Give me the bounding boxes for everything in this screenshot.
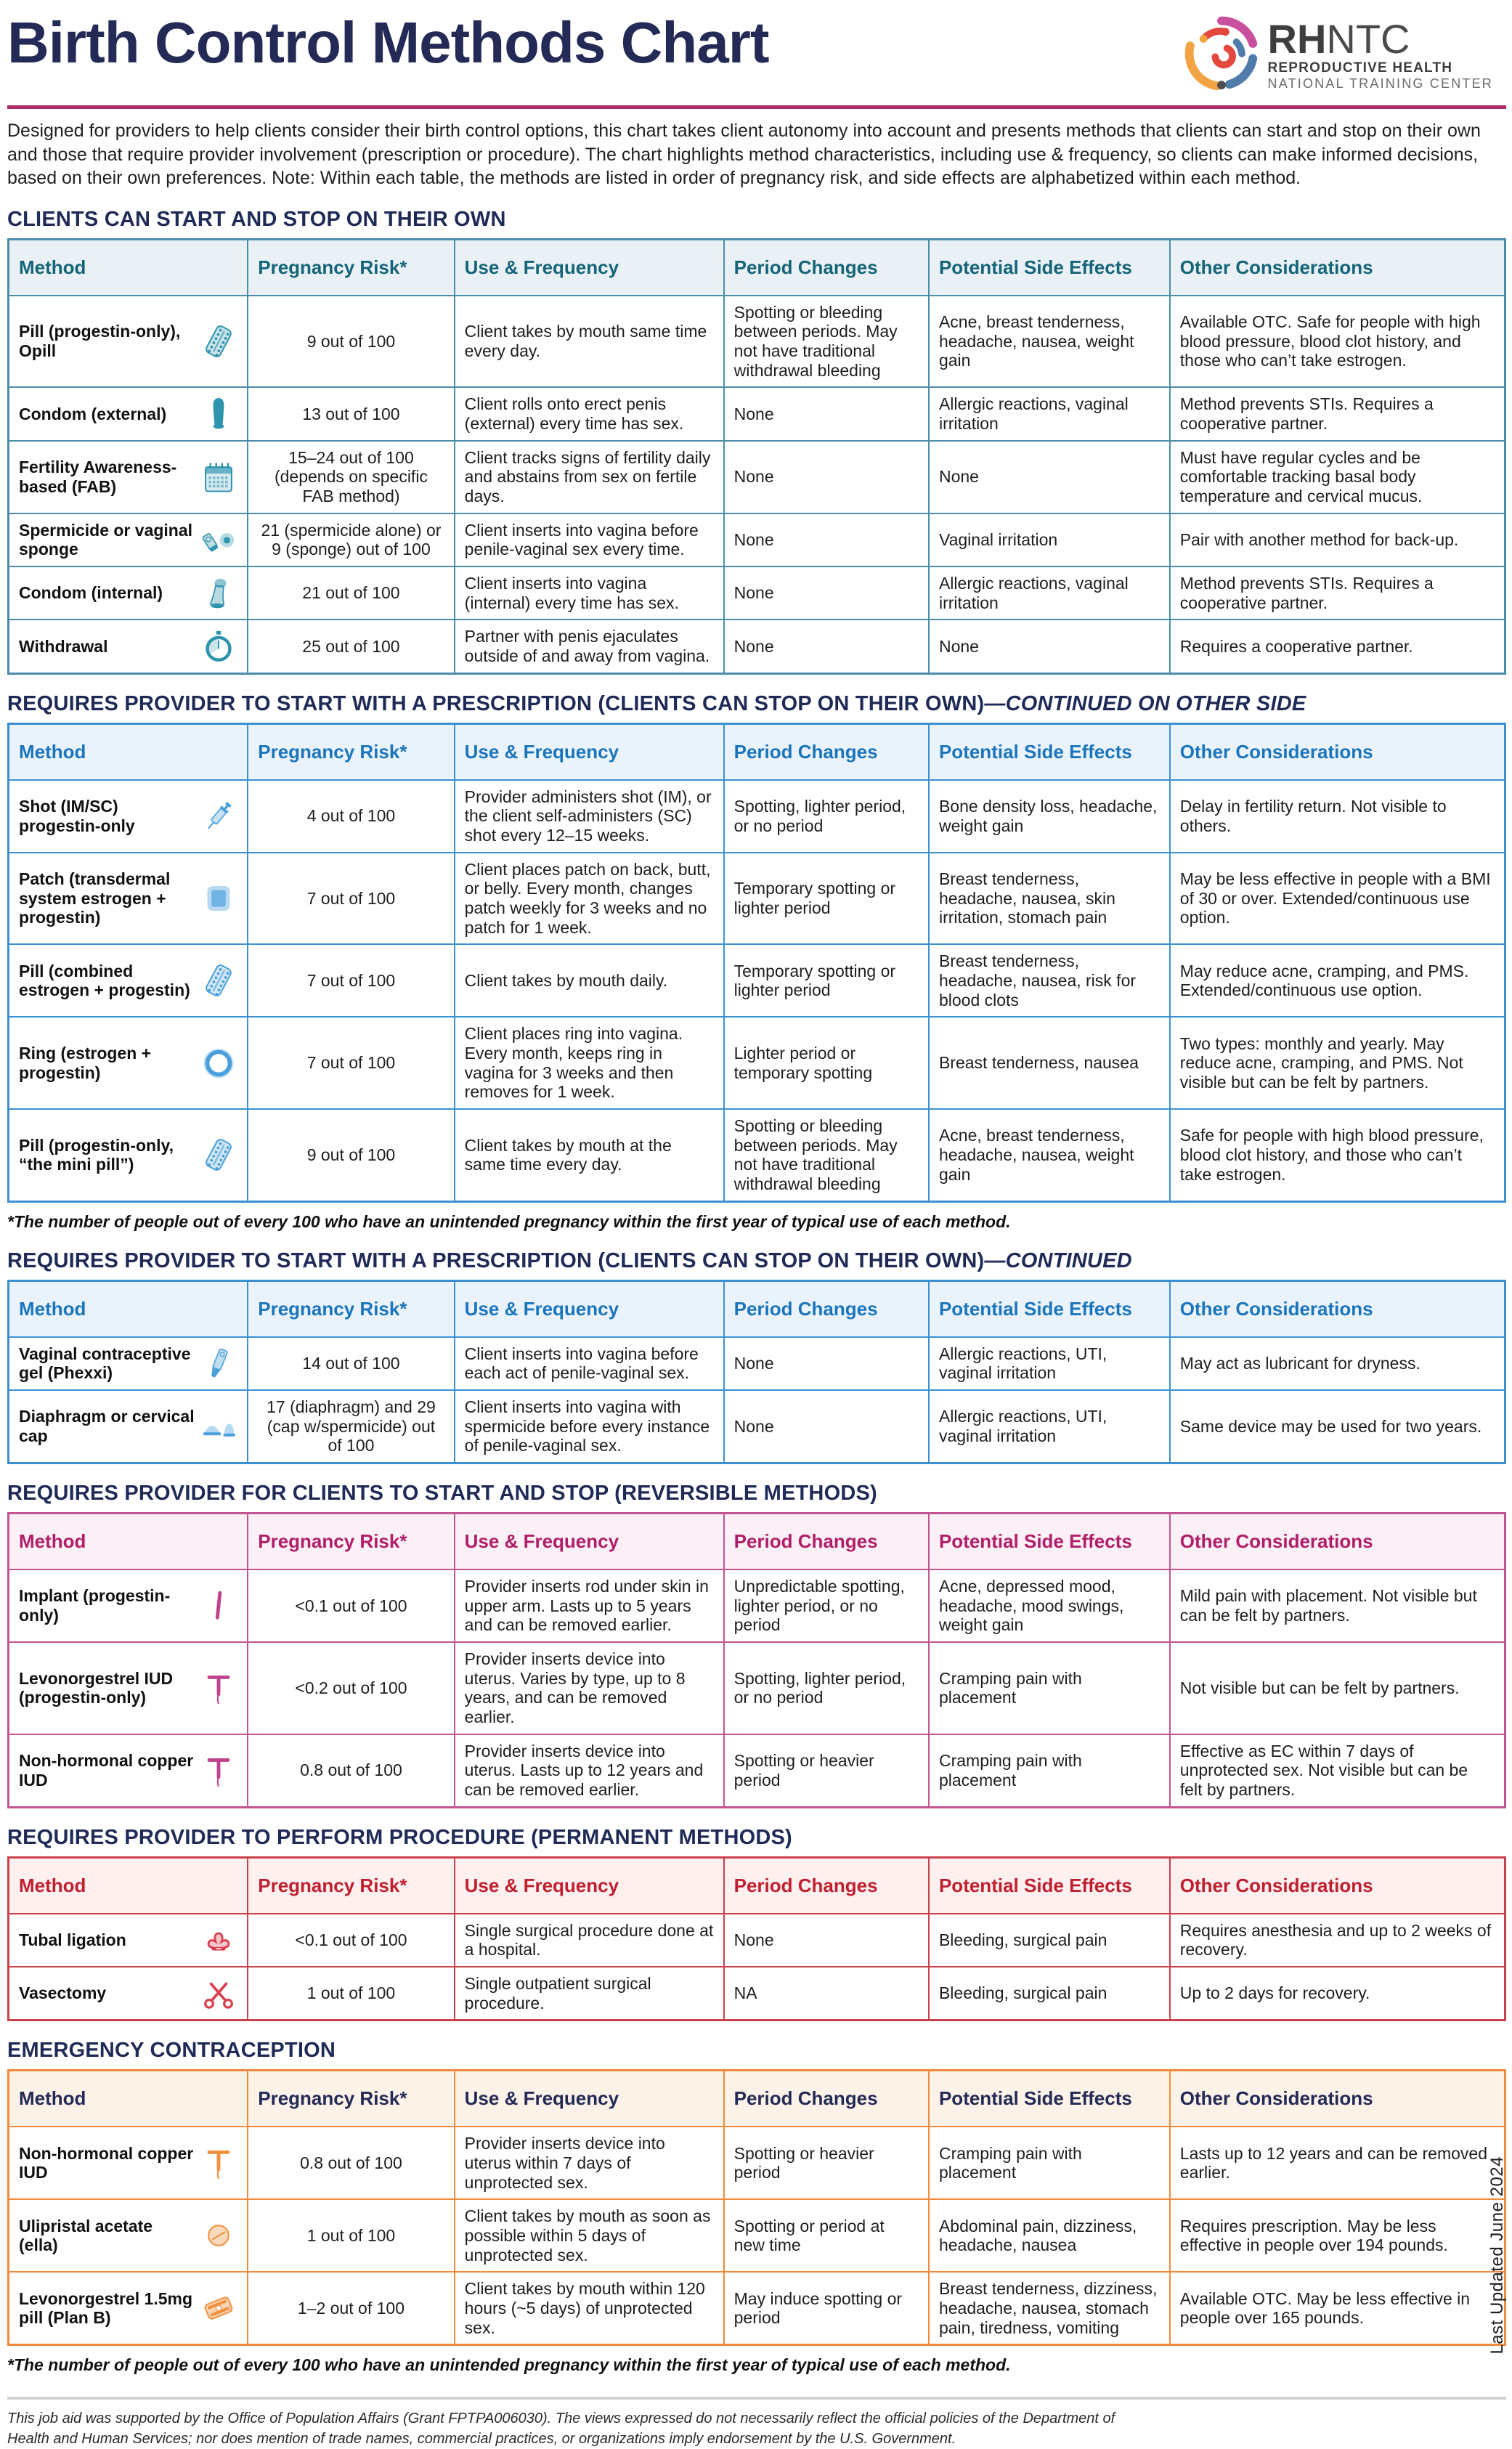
page-title: Birth Control Methods Chart: [7, 10, 769, 75]
table-row: [9, 1017, 1505, 1109]
pregnancy-risk-cell: 25 out of 100: [248, 620, 454, 673]
column-header: Period Changes: [724, 723, 929, 780]
diaphragm-cap-icon: [200, 1408, 237, 1445]
side-effects-cell: Breast tenderness, headache, nausea, risk for blood clots: [929, 944, 1170, 1017]
method-cell: [9, 1914, 248, 1967]
period-changes-cell: NA: [724, 1967, 929, 2020]
method-cell: [9, 1569, 248, 1642]
table-row: [9, 2272, 1505, 2345]
period-changes-cell: Unpredictable spotting, lighter period, or no period: [724, 1569, 929, 1642]
use-frequency-cell: Client inserts into vagina before penile-vaginal sex every time.: [455, 513, 724, 566]
footer-divider: [7, 2397, 1506, 2400]
column-header: Other Considerations: [1170, 1857, 1505, 1914]
period-changes-cell: None: [724, 1337, 929, 1390]
method-name: Ulipristal acetate (ella): [19, 2216, 153, 2255]
table-row: [9, 566, 1505, 620]
column-header: Other Considerations: [1170, 1280, 1505, 1337]
method-name: Condom (external): [19, 404, 167, 423]
side-effects-cell: Breast tenderness, headache, nausea, skin irritation, stomach pain: [929, 853, 1170, 945]
pregnancy-risk-cell: <0.1 out of 100: [248, 1569, 454, 1642]
other-considerations-cell: Up to 2 days for recovery.: [1170, 1967, 1505, 2020]
column-header: Use & Frequency: [455, 1280, 724, 1337]
ring-icon: [200, 1044, 237, 1082]
sections-container: [7, 208, 1506, 2376]
table-row: [9, 1109, 1505, 1201]
pregnancy-risk-cell: 17 (diaphragm) and 29 (cap w/spermicide) out of 100: [248, 1390, 454, 1463]
header-row: [9, 1857, 1505, 1914]
use-frequency-cell: Client places ring into vagina. Every month, keeps ring in vagina for 3 weeks and then removes for 1 week.: [455, 1017, 724, 1109]
column-header: Pregnancy Risk*: [248, 723, 454, 780]
other-considerations-cell: May be less effective in people with a BMI of 30 or over. Extended/continuous use option.: [1170, 853, 1505, 945]
section-heading: [7, 2039, 1506, 2063]
header-row: [9, 1514, 1505, 1570]
pregnancy-risk-cell: 4 out of 100: [248, 780, 454, 853]
last-updated-label: Last Updated June 2024: [1487, 2156, 1507, 2355]
column-header: Pregnancy Risk*: [248, 239, 454, 296]
pill-pack-icon: [200, 322, 237, 360]
use-frequency-cell: Provider administers shot (IM), or the client self-administers (SC) shot every 12–15 weeks.: [455, 780, 724, 853]
tubal-ligation-icon: [200, 1921, 237, 1959]
side-effects-cell: Allergic reactions, vaginal irritation: [929, 566, 1170, 620]
other-considerations-cell: Requires prescription. May be less effective in people over 194 pounds.: [1170, 2199, 1505, 2272]
column-header: Period Changes: [724, 2071, 929, 2127]
pregnancy-risk-cell: 1 out of 100: [248, 1967, 454, 2020]
pregnancy-risk-cell: 1 out of 100: [248, 2199, 454, 2272]
period-changes-cell: None: [724, 1390, 929, 1463]
method-cell: [9, 387, 248, 440]
column-header: Period Changes: [724, 1857, 929, 1914]
method-name: Pill (combined estrogen + progestin): [19, 961, 190, 1000]
column-header: Pregnancy Risk*: [248, 1280, 454, 1337]
pregnancy-risk-cell: 13 out of 100: [248, 387, 454, 440]
pregnancy-risk-cell: 7 out of 100: [248, 853, 454, 945]
footnote: *The number of people out of every 100 who have an unintended pregnancy within the first year of typical use of each method.: [7, 2355, 1011, 2375]
use-frequency-cell: Client rolls onto erect penis (external) every time has sex.: [455, 387, 724, 440]
footer-disclaimer: This job aid was supported by the Office of Population Affairs (Grant FPTPA006030). The views expressed do not necessarily reflect the official policies of the Department of Health and Human Services; nor does mention of trade names, commercial practices, or organizations imply endorsement by the U.S. Government.: [7, 2411, 1115, 2448]
period-changes-cell: None: [724, 387, 929, 440]
pregnancy-risk-cell: <0.1 out of 100: [248, 1914, 454, 1967]
iud-icon: [200, 2144, 237, 2182]
side-effects-cell: Vaginal irritation: [929, 513, 1170, 566]
iud-icon: [200, 1669, 237, 1707]
pregnancy-risk-cell: 7 out of 100: [248, 1017, 454, 1109]
spermicide-sponge-icon: [200, 521, 237, 559]
side-effects-cell: Cramping pain with placement: [929, 2127, 1170, 2199]
other-considerations-cell: May act as lubricant for dryness.: [1170, 1337, 1505, 1390]
column-header: Pregnancy Risk*: [248, 2071, 454, 2127]
methods-table: [7, 723, 1506, 1203]
method-cell: [9, 1390, 248, 1463]
section-heading: [7, 1249, 1506, 1273]
column-header: Potential Side Effects: [929, 1857, 1170, 1914]
section-heading: [7, 1482, 1506, 1506]
pregnancy-risk-cell: 0.8 out of 100: [248, 1734, 454, 1808]
period-changes-cell: Spotting, lighter period, or no period: [724, 780, 929, 853]
header-row: [9, 239, 1505, 296]
period-changes-cell: Lighter period or temporary spotting: [724, 1017, 929, 1109]
period-changes-cell: Spotting or bleeding between periods. May not have traditional withdrawal bleeding: [724, 296, 929, 388]
column-header: Method: [9, 2071, 248, 2127]
side-effects-cell: Acne, breast tenderness, headache, nausea, weight gain: [929, 296, 1170, 388]
table-row: [9, 620, 1505, 673]
header-row: [9, 723, 1505, 780]
title-divider: [7, 105, 1506, 109]
use-frequency-cell: Provider inserts device into uterus within 7 days of unprotected sex.: [455, 2127, 724, 2199]
method-cell: [9, 944, 248, 1017]
method-name: Levonorgestrel IUD (progestin-only): [19, 1668, 174, 1707]
section-heading-main: CLIENTS CAN START AND STOP ON THEIR OWN: [7, 207, 506, 231]
pregnancy-risk-cell: 15–24 out of 100 (depends on specific FAB method): [248, 441, 454, 513]
method-cell: [9, 2199, 248, 2272]
other-considerations-cell: Requires a cooperative partner.: [1170, 620, 1505, 673]
period-changes-cell: None: [724, 1914, 929, 1967]
method-name: Non-hormonal copper IUD: [19, 1751, 194, 1790]
footnote: *The number of people out of every 100 who have an unintended pregnancy within the first year of typical use of each method.: [7, 1211, 1011, 1231]
method-cell: [9, 1017, 248, 1109]
use-frequency-cell: Provider inserts rod under skin in upper arm. Lasts up to 5 years and can be removed earlier.: [455, 1569, 724, 1642]
rhntc-logo-line2: NATIONAL TRAINING CENTER: [1267, 76, 1493, 91]
other-considerations-cell: Effective as EC within 7 days of unprotected sex. Not visible but can be felt by partners.: [1170, 1734, 1505, 1808]
period-changes-cell: Temporary spotting or lighter period: [724, 944, 929, 1017]
side-effects-cell: Acne, depressed mood, headache, mood swings, weight gain: [929, 1569, 1170, 1642]
method-cell: [9, 853, 248, 945]
blister-pack-icon: [200, 2289, 237, 2327]
column-header: Use & Frequency: [455, 1514, 724, 1570]
other-considerations-cell: Method prevents STIs. Requires a cooperative partner.: [1170, 387, 1505, 440]
column-header: Potential Side Effects: [929, 723, 1170, 780]
other-considerations-cell: Delay in fertility return. Not visible to others.: [1170, 780, 1505, 853]
use-frequency-cell: Provider inserts device into uterus. Lasts up to 12 years and can be removed earlier.: [455, 1734, 724, 1808]
other-considerations-cell: Safe for people with high blood pressure, blood clot history, and those who can’t take estrogen.: [1170, 1109, 1505, 1201]
section-heading-main: EMERGENCY CONTRACEPTION: [7, 2039, 336, 2063]
section-heading: [7, 692, 1506, 716]
other-considerations-cell: Must have regular cycles and be comfortable tracking basal body temperature and cervical mucus.: [1170, 441, 1505, 513]
column-header: Period Changes: [724, 1280, 929, 1337]
iud-icon: [200, 1752, 237, 1790]
column-header: Method: [9, 1280, 248, 1337]
pill-pack-icon: [200, 962, 237, 999]
section-prescription-continued-other-side: [7, 692, 1506, 1232]
method-cell: [9, 296, 248, 388]
column-header: Use & Frequency: [455, 239, 724, 296]
use-frequency-cell: Client takes by mouth as soon as possible within 5 days of unprotected sex.: [455, 2199, 724, 2272]
side-effects-cell: Cramping pain with placement: [929, 1734, 1170, 1808]
side-effects-cell: Abdominal pain, dizziness, headache, nausea: [929, 2199, 1170, 2272]
table-row: [9, 296, 1505, 388]
section-heading: [7, 1826, 1506, 1850]
method-name: Non-hormonal copper IUD: [19, 2143, 194, 2182]
period-changes-cell: Spotting or heavier period: [724, 2127, 929, 2199]
method-cell: [9, 2127, 248, 2199]
table-row: [9, 1914, 1505, 1967]
intro-paragraph: Designed for providers to help clients consider their birth control options, this chart takes client autonomy into account and presents methods that clients can start and stop on their own and those that require provider involvement (prescription or procedure). The chart highlights method characteristics, including use & frequency, so clients can make informed decisions, based on their own preferences. Note: Within each table, the methods are listed in order of pregnancy risk, and side effects are alphabetized within each method.: [7, 121, 1481, 188]
method-cell: [9, 566, 248, 620]
method-name: Vasectomy: [19, 1983, 107, 2003]
side-effects-cell: Allergic reactions, vaginal irritation: [929, 387, 1170, 440]
table-row: [9, 1569, 1505, 1642]
method-name: Ring (estrogen + progestin): [19, 1043, 152, 1082]
side-effects-cell: Bleeding, surgical pain: [929, 1967, 1170, 2020]
column-header: Method: [9, 723, 248, 780]
section-heading-suffix: —CONTINUED: [984, 1248, 1132, 1272]
table-row: [9, 441, 1505, 513]
section-provider-start-stop-reversible: [7, 1482, 1506, 1808]
method-name: Levonorgestrel 1.5mg pill (Plan B): [19, 2288, 193, 2328]
method-cell: [9, 1734, 248, 1808]
section-heading-suffix: —CONTINUED ON OTHER SIDE: [984, 691, 1306, 715]
method-name: Patch (transdermal system estrogen + progestin): [19, 869, 171, 927]
period-changes-cell: None: [724, 441, 929, 513]
calendar-icon: [200, 458, 237, 496]
other-considerations-cell: Mild pain with placement. Not visible but can be felt by partners.: [1170, 1569, 1505, 1642]
use-frequency-cell: Client inserts into vagina with spermicide before every instance of penile-vaginal sex.: [455, 1390, 724, 1463]
side-effects-cell: Bleeding, surgical pain: [929, 1914, 1170, 1967]
table-row: [9, 513, 1505, 566]
column-header: Use & Frequency: [455, 723, 724, 780]
period-changes-cell: Temporary spotting or lighter period: [724, 853, 929, 945]
use-frequency-cell: Provider inserts device into uterus. Varies by type, up to 8 years, and can be removed earlier.: [455, 1642, 724, 1734]
methods-table: [7, 2069, 1506, 2346]
side-effects-cell: Allergic reactions, UTI, vaginal irritation: [929, 1337, 1170, 1390]
period-changes-cell: None: [724, 620, 929, 673]
implant-rod-icon: [200, 1587, 237, 1625]
method-name: Pill (progestin-only), Opill: [19, 322, 181, 360]
section-heading-main: REQUIRES PROVIDER TO START WITH A PRESCRIPTION (CLIENTS CAN STOP ON THEIR OWN): [7, 1248, 985, 1272]
pill-pack-icon: [200, 1136, 237, 1174]
table-row: [9, 1390, 1505, 1463]
gel-tube-icon: [200, 1344, 237, 1382]
rhntc-logo-line1: REPRODUCTIVE HEALTH: [1267, 60, 1453, 76]
column-header: Other Considerations: [1170, 723, 1505, 780]
other-considerations-cell: Same device may be used for two years.: [1170, 1390, 1505, 1463]
pregnancy-risk-cell: 7 out of 100: [248, 944, 454, 1017]
other-considerations-cell: Pair with another method for back-up.: [1170, 513, 1505, 566]
method-name: Tubal ligation: [19, 1930, 126, 1950]
side-effects-cell: Cramping pain with placement: [929, 1642, 1170, 1734]
column-header: Other Considerations: [1170, 2071, 1505, 2127]
column-header: Method: [9, 1514, 248, 1570]
table-row: [9, 1734, 1505, 1808]
use-frequency-cell: Client inserts into vagina (internal) every time has sex.: [455, 566, 724, 620]
column-header: Use & Frequency: [455, 2071, 724, 2127]
pregnancy-risk-cell: 1–2 out of 100: [248, 2272, 454, 2345]
use-frequency-cell: Client takes by mouth daily.: [455, 944, 724, 1017]
column-header: Method: [9, 239, 248, 296]
other-considerations-cell: Lasts up to 12 years and can be removed earlier.: [1170, 2127, 1505, 2199]
document-header: [7, 10, 1506, 97]
rhntc-logo-text: [1267, 16, 1494, 91]
rhntc-logo-mark-icon: [1182, 15, 1261, 97]
table-row: [9, 2199, 1505, 2272]
use-frequency-cell: Client takes by mouth at the same time every day.: [455, 1109, 724, 1201]
period-changes-cell: None: [724, 513, 929, 566]
table-row: [9, 387, 1505, 440]
table-row: [9, 944, 1505, 1017]
pregnancy-risk-cell: 9 out of 100: [248, 296, 454, 388]
other-considerations-cell: Available OTC. Safe for people with high blood pressure, blood clot history, and those who can’t take estrogen.: [1170, 296, 1505, 388]
use-frequency-cell: Client places patch on back, butt, or belly. Every month, changes patch weekly for 3 weeks and no patch for 1 week.: [455, 853, 724, 945]
header-row: [9, 2071, 1505, 2127]
use-frequency-cell: Single surgical procedure done at a hospital.: [455, 1914, 724, 1967]
table-row: [9, 853, 1505, 945]
column-header: Use & Frequency: [455, 1857, 724, 1914]
header-row: [9, 1280, 1505, 1337]
side-effects-cell: Breast tenderness, dizziness, headache, nausea, stomach pain, tiredness, vomiting: [929, 2272, 1170, 2345]
other-considerations-cell: Method prevents STIs. Requires a cooperative partner.: [1170, 566, 1505, 620]
pregnancy-risk-cell: 0.8 out of 100: [248, 2127, 454, 2199]
section-heading: [7, 208, 1506, 232]
period-changes-cell: None: [724, 566, 929, 620]
section-prescription-continued: [7, 1249, 1506, 1464]
pregnancy-risk-cell: <0.2 out of 100: [248, 1642, 454, 1734]
table-row: [9, 2127, 1505, 2199]
rhntc-logo: [1182, 15, 1494, 97]
column-header: Potential Side Effects: [929, 1514, 1170, 1570]
use-frequency-cell: Single outpatient surgical procedure.: [455, 1967, 724, 2020]
period-changes-cell: Spotting or period at new time: [724, 2199, 929, 2272]
method-name: Spermicide or vaginal sponge: [19, 520, 193, 559]
method-cell: [9, 513, 248, 566]
table-row: [9, 780, 1505, 853]
pregnancy-risk-cell: 21 out of 100: [248, 566, 454, 620]
method-name: Pill (progestin-only, “the mini pill”): [19, 1135, 174, 1174]
round-pill-icon: [200, 2217, 237, 2254]
period-changes-cell: Spotting or bleeding between periods. May not have traditional withdrawal bleeding: [724, 1109, 929, 1201]
syringe-icon: [200, 797, 237, 835]
method-cell: [9, 1109, 248, 1201]
section-provider-procedure-permanent: [7, 1826, 1506, 2022]
method-cell: [9, 441, 248, 513]
method-cell: [9, 1642, 248, 1734]
table-row: [9, 1967, 1505, 2020]
method-name: Implant (progestin-only): [19, 1586, 171, 1625]
section-emergency-contraception: [7, 2039, 1506, 2375]
period-changes-cell: Spotting, lighter period, or no period: [724, 1642, 929, 1734]
pregnancy-risk-cell: 9 out of 100: [248, 1109, 454, 1201]
pregnancy-risk-cell: 14 out of 100: [248, 1337, 454, 1390]
method-cell: [9, 1337, 248, 1390]
column-header: Potential Side Effects: [929, 2071, 1170, 2127]
method-name: Shot (IM/SC) progestin-only: [19, 796, 135, 835]
methods-table: [7, 1856, 1506, 2022]
section-heading-main: REQUIRES PROVIDER FOR CLIENTS TO START AND STOP (REVERSIBLE METHODS): [7, 1482, 877, 1506]
use-frequency-cell: Client takes by mouth within 120 hours (~5 days) of unprotected sex.: [455, 2272, 724, 2345]
column-header: Period Changes: [724, 1514, 929, 1570]
side-effects-cell: Breast tenderness, nausea: [929, 1017, 1170, 1109]
methods-table: [7, 1512, 1506, 1808]
method-cell: [9, 1967, 248, 2020]
column-header: Period Changes: [724, 239, 929, 296]
side-effects-cell: None: [929, 620, 1170, 673]
other-considerations-cell: Available OTC. May be less effective in people over 165 pounds.: [1170, 2272, 1505, 2345]
section-heading-main: REQUIRES PROVIDER TO PERFORM PROCEDURE (PERMANENT METHODS): [7, 1825, 792, 1849]
method-name: Diaphragm or cervical cap: [19, 1407, 195, 1446]
rhntc-logo-acronym: RHNTC: [1267, 16, 1410, 62]
condom-internal-icon: [200, 574, 237, 612]
period-changes-cell: May induce spotting or period: [724, 2272, 929, 2345]
section-heading-main: REQUIRES PROVIDER TO START WITH A PRESCRIPTION (CLIENTS CAN STOP ON THEIR OWN): [7, 691, 985, 715]
pregnancy-risk-cell: 21 (spermicide alone) or 9 (sponge) out of 100: [248, 513, 454, 566]
side-effects-cell: Acne, breast tenderness, headache, nausea, weight gain: [929, 1109, 1170, 1201]
methods-table: [7, 238, 1506, 675]
other-considerations-cell: May reduce acne, cramping, and PMS. Extended/continuous use option.: [1170, 944, 1505, 1017]
scissors-icon: [200, 1975, 237, 2013]
side-effects-cell: Allergic reactions, UTI, vaginal irritation: [929, 1390, 1170, 1463]
method-cell: [9, 620, 248, 673]
column-header: Potential Side Effects: [929, 1280, 1170, 1337]
column-header: Potential Side Effects: [929, 239, 1170, 296]
column-header: Other Considerations: [1170, 239, 1505, 296]
table-row: [9, 1337, 1505, 1390]
methods-table: [7, 1280, 1506, 1464]
condom-external-icon: [200, 395, 237, 433]
table-row: [9, 1642, 1505, 1734]
use-frequency-cell: Partner with penis ejaculates outside of and away from vagina.: [455, 620, 724, 673]
use-frequency-cell: Client inserts into vagina before each act of penile-vaginal sex.: [455, 1337, 724, 1390]
stopwatch-icon: [200, 628, 237, 665]
method-cell: [9, 780, 248, 853]
side-effects-cell: Bone density loss, headache, weight gain: [929, 780, 1170, 853]
method-name: Withdrawal: [19, 636, 108, 656]
column-header: Other Considerations: [1170, 1514, 1505, 1570]
method-name: Condom (internal): [19, 583, 163, 603]
method-name: Fertility Awareness-based (FAB): [19, 457, 177, 496]
side-effects-cell: None: [929, 441, 1170, 513]
period-changes-cell: Spotting or heavier period: [724, 1734, 929, 1808]
patch-icon: [200, 880, 237, 917]
method-name: Vaginal contraceptive gel (Phexxi): [19, 1344, 191, 1383]
other-considerations-cell: Not visible but can be felt by partners.: [1170, 1642, 1505, 1734]
use-frequency-cell: Client takes by mouth same time every day.: [455, 296, 724, 388]
column-header: Pregnancy Risk*: [248, 1857, 454, 1914]
other-considerations-cell: Requires anesthesia and up to 2 weeks of recovery.: [1170, 1914, 1505, 1967]
column-header: Method: [9, 1857, 248, 1914]
column-header: Pregnancy Risk*: [248, 1514, 454, 1570]
other-considerations-cell: Two types: monthly and yearly. May reduce acne, cramping, and PMS. Not visible but can be felt by partners.: [1170, 1017, 1505, 1109]
use-frequency-cell: Client tracks signs of fertility daily and abstains from sex on fertile days.: [455, 441, 724, 513]
section-clients-start-stop-own: [7, 208, 1506, 675]
method-cell: [9, 2272, 248, 2345]
